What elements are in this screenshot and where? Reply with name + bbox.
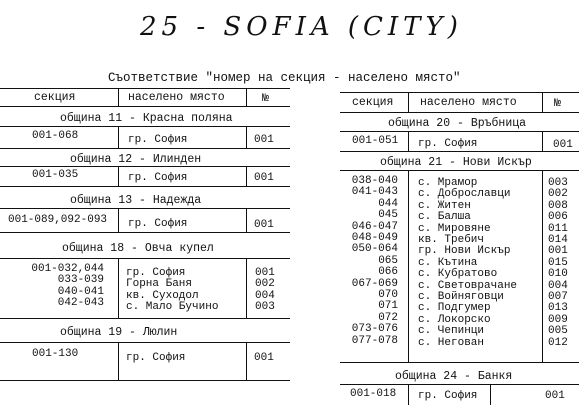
place-name: с. Негован	[418, 336, 485, 349]
place-code: 002	[255, 278, 275, 291]
place-column	[126, 268, 218, 314]
place-name: с. Житен	[418, 199, 471, 212]
place-code: 001	[553, 139, 573, 151]
section-range: 001-130	[32, 348, 79, 360]
section-range: 044	[378, 197, 398, 210]
section-range: 001-035	[32, 169, 79, 181]
place-code: 004	[548, 279, 568, 292]
section-range: 038-040	[351, 175, 398, 187]
left-group-name: община 19 - Люлин	[60, 326, 178, 339]
place-code: 007	[548, 291, 568, 304]
right-col-section-header: секция	[352, 96, 394, 109]
place-code: 003	[255, 301, 275, 314]
place-name: с. Локорско	[418, 313, 491, 326]
place-name: с. Мировяне	[418, 222, 491, 235]
right-col-place-header: населено място	[420, 96, 517, 109]
place-code: 015	[548, 256, 568, 269]
section-range: 066	[378, 266, 398, 279]
place-code: 001	[548, 245, 568, 258]
place-name: кв. Требич	[418, 234, 485, 247]
place-name: гр. София	[418, 138, 478, 150]
place-code: 001	[254, 219, 274, 231]
left-group-name: община 13 - Надежда	[70, 194, 202, 207]
place-name: с. Войняговци	[418, 291, 504, 304]
right-group-name: община 21 - Нови Искър	[380, 156, 532, 169]
left-col-section-header: секция	[34, 91, 76, 104]
section-range: 065	[378, 254, 398, 267]
place-name: с. Мрамор	[418, 177, 478, 189]
section-column	[10, 264, 104, 310]
section-range: 077-078	[351, 334, 398, 347]
place-name: гр. София	[128, 218, 188, 230]
section-range: 001-032,044	[31, 263, 104, 275]
place-code: 008	[548, 199, 568, 212]
right-group-name: община 24 - Банкя	[395, 370, 513, 383]
place-name: с. Световрачане	[418, 279, 518, 292]
right-col-number-header: №	[554, 97, 561, 110]
place-name: кв. Суходол	[126, 289, 199, 302]
section-range: 042-043	[57, 297, 104, 310]
place-code: 004	[255, 289, 275, 302]
place-code: 002	[548, 188, 568, 201]
section-range: 001-068	[32, 130, 79, 142]
section-range: 001-051	[352, 135, 399, 147]
section-range: 001-018	[350, 388, 397, 400]
place-name: с. Кубратово	[418, 268, 498, 281]
place-name: с. Доброславци	[418, 188, 511, 201]
place-code: 001	[545, 390, 565, 402]
place-name: гр. София	[128, 134, 188, 146]
place-name: с. Подгумер	[418, 302, 491, 315]
place-code: 005	[548, 325, 568, 338]
section-range: 033-039	[57, 274, 104, 287]
place-code: 012	[548, 336, 568, 349]
section-range: 071	[378, 300, 398, 313]
section-range: 050-064	[351, 243, 398, 256]
left-group-name: община 11 - Красна поляна	[60, 112, 233, 125]
left-group-name: община 12 - Илинден	[70, 153, 202, 166]
place-name: Горна Баня	[126, 278, 193, 291]
place-code: 009	[548, 313, 568, 326]
place-name: гр. София	[418, 390, 478, 402]
place-name: с. Балша	[418, 211, 471, 224]
place-name: с. Кътина	[418, 256, 478, 269]
place-code: 014	[548, 234, 568, 247]
right-group-name: община 20 - Връбница	[388, 117, 527, 130]
section-range: 041-043	[351, 186, 398, 199]
left-group-name: община 18 - Овча купел	[62, 242, 214, 255]
place-code: 001	[254, 172, 274, 184]
left-col-number-header: №	[262, 92, 269, 105]
place-code: 001	[255, 267, 275, 279]
section-range: 072	[378, 311, 398, 324]
section-range: 040-041	[57, 285, 104, 298]
section-range: 046-047	[351, 220, 398, 233]
handwritten-header: 25 - SOFIA (CITY)	[140, 12, 463, 42]
place-code: 001	[254, 352, 274, 364]
place-name: с. Мало Бучино	[126, 301, 219, 314]
section-range: 067-069	[351, 277, 398, 290]
place-code: 010	[548, 268, 568, 281]
section-range: 001-089,092-093	[8, 214, 108, 226]
place-name: гр. София	[126, 352, 186, 364]
place-code: 006	[548, 211, 568, 224]
place-code: 013	[548, 302, 568, 315]
place-name: с. Чепинци	[418, 325, 485, 338]
section-range: 070	[378, 289, 398, 302]
code-column	[255, 268, 275, 314]
place-code: 001	[254, 134, 274, 146]
place-column	[418, 178, 517, 349]
place-code: 011	[548, 222, 568, 235]
document-title: Съответствие "номер на секция - населено място"	[108, 71, 461, 85]
code-column	[548, 178, 568, 349]
place-code: 003	[548, 177, 568, 189]
section-range: 048-049	[351, 232, 398, 245]
section-range: 045	[378, 209, 398, 222]
section-column	[340, 176, 398, 347]
left-col-place-header: населено място	[128, 91, 225, 104]
place-name: гр. Нови Искър	[418, 245, 511, 258]
section-range: 073-076	[351, 323, 398, 336]
place-name: гр. София	[126, 267, 186, 279]
place-name: гр. София	[128, 172, 188, 184]
